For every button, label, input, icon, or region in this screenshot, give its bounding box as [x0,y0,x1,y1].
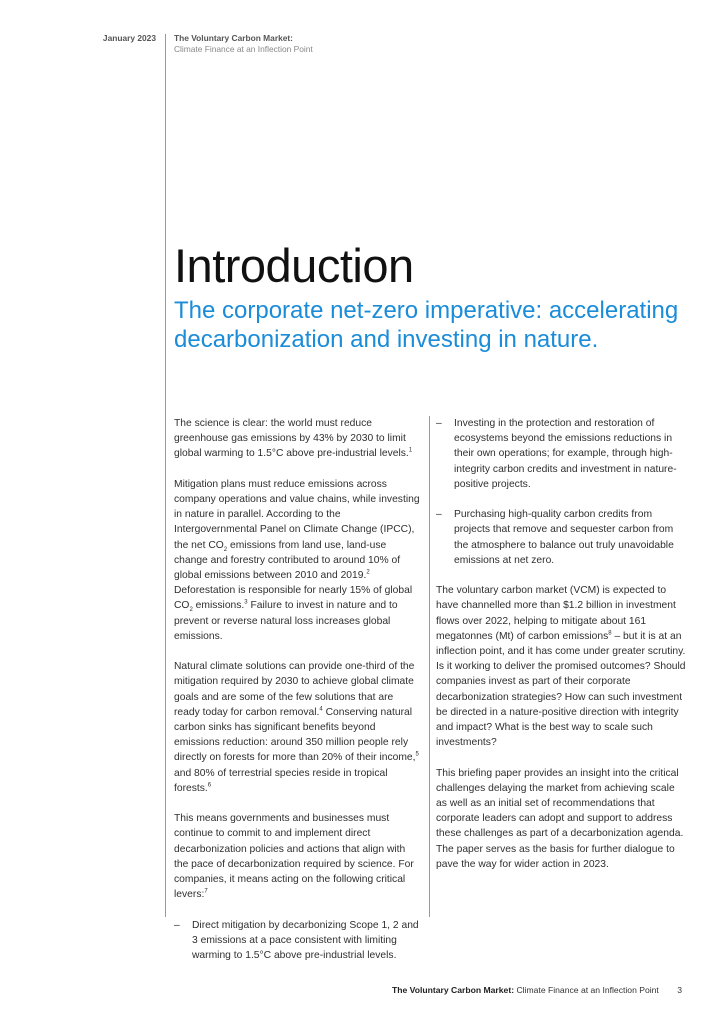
bullet-item: – Direct mitigation by decarbonizing Scope 1, 2 and 3 emissions at a pace consistent with limiting warming to 1.5°C above pre-industrial levels. [174,919,419,962]
footnote-ref: 3 [244,600,248,606]
paragraph-3: Natural climate solutions can provide one-third of the mitigation required by 2030 to achieve global climate goals and are some of the few solutions that are ready today for carbon removal.$^4$ Conserving natural carbon sinks has significant benefits beyond emissions reduction: around 350 million people rely directly on forests for more than 20% of their income,$^5$ and 80% of terrestrial species reside in tropical forests.$^6$ [174,661,419,794]
bullet-dash: – [174,919,180,931]
paragraph-5: The voluntary carbon market (VCM) is expected to have channelled more than $1.2 billion in investment flows over 2022, helping to mitigate about 161 megatonnes (Mt) of carbon emissions$^8$ – but it is at an inflection point, and it has come under greater scrutiny. Is it working to deliver the promised outcomes? Should companies invest as part of their corporate decarbonization strategies? How can such investment be directed in a nature-positive direction with integrity and impact? What is the best way to scale such investments? [436,585,686,749]
paragraph-6: This briefing paper provides an insight into the critical challenges delaying the market from achieving scale as well as an initial set of recommendations that corporate leaders can adopt and support to address these challenges as part of a decarbonization agenda. The paper serves as the basis for further dialogue to pave the way for wider action in 2023. [436,767,684,870]
header-title [174,33,313,55]
footnote-ref: 2 [366,569,370,576]
footnote-ref: 7 [204,888,208,895]
footnote-ref: 4 [319,706,323,713]
paragraph-4: This means governments and businesses must continue to commit to and implement direct decarbonization policies and actions that align with the pace of decarbonization required by science. For companies, it means acting on the following critical levers:$^7$ [174,813,414,901]
bullet-dash: – [436,509,442,521]
header-title-bold: The Voluntary Carbon Market: [174,33,293,43]
left-divider [165,34,166,917]
header-date: January 2023 [102,33,156,43]
bullet-item: – Purchasing high-quality carbon credits from projects that remove and sequester carbon from the atmosphere to balance out truly unavoidable emissions at net zero. [436,509,674,566]
footer-title-rest: Climate Finance at an Inflection Point [516,985,659,995]
bullet-dash: – [436,418,442,429]
page-number: 3 [677,985,682,995]
footnote-ref: 1 [408,447,413,454]
page-footer [392,985,682,995]
column-divider [429,416,430,917]
page-title: Introduction [174,239,414,292]
paragraph-2: Mitigation plans must reduce emissions across company operations and value chains, while investing in nature in parallel. According to the Intergovernmental Panel on Climate Change (IPCC), the net $CO_2$ emissions from land use, land-use change and forestry contributed to around 10% of global emissions between 2010 and 2019.$^2$ Deforestation is responsible for nearly 15% of global $CO_2$ emissions.$^3$ Failure to invest in nature and to prevent or reverse natural loss increases global emissions. [174,478,420,642]
footnote-ref: 8 [608,630,612,637]
footnote-ref: 5 [415,752,419,759]
left-column [174,416,420,978]
right-column [436,416,686,887]
bullet-item: – Investing in the protection and restoration of ecosystems beyond the emissions reductions in their own operations; for example, through high-integrity carbon credits and investment in nature-positive projects. [436,418,677,490]
footnote-ref: 6 [207,782,212,789]
page-subtitle: The corporate net-zero imperative: accelerating decarbonization and investing in nature. [174,297,679,353]
paragraph-1: The science is clear: the world must reduce greenhouse gas emissions by 43% by 2030 to limit global warming to 1.5°C above pre-industrial levels.$^1$ [174,418,413,460]
header-title-sub: Climate Finance at an Inflection Point [174,44,313,54]
footer-title-bold: The Voluntary Carbon Market: [391,985,515,995]
